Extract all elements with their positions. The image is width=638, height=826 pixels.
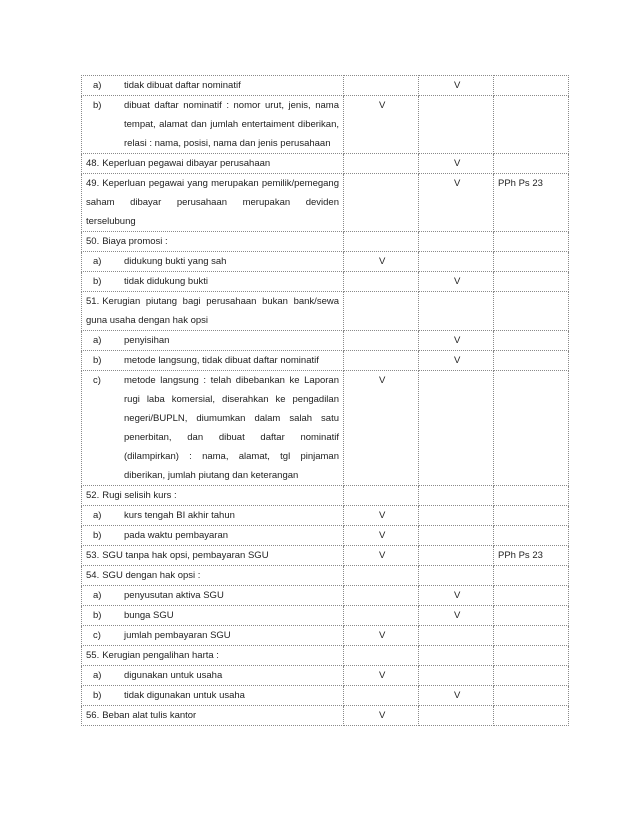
item-label: b) [93,610,102,621]
table-row [82,646,569,666]
table-row [82,546,569,566]
sub-item [86,686,339,705]
mark-column-2 [419,252,494,272]
sub-item [86,626,339,645]
item-label: a) [93,335,102,346]
note-cell [494,586,569,606]
description-cell [82,526,344,546]
main-item [86,646,339,665]
item-text: tidak dibuat daftar nominatif [124,80,241,91]
mark-column-2 [419,506,494,526]
item-label: c) [93,630,101,641]
note-cell: PPh Ps 23 [494,174,569,232]
main-item [86,174,339,231]
description-cell [82,292,344,331]
mark-column-1 [344,272,419,292]
item-label: c) [93,375,101,386]
note-cell: PPh Ps 23 [494,546,569,566]
description-cell [82,706,344,726]
item-text: Biaya promosi : [102,236,168,247]
main-item [86,706,339,725]
mark-column-2 [419,546,494,566]
sub-item [86,371,339,485]
mark-column-1: V [344,252,419,272]
note-cell [494,526,569,546]
mark-column-2 [419,646,494,666]
note-cell [494,272,569,292]
description-cell [82,331,344,351]
description-cell [82,174,344,232]
note-cell [494,371,569,486]
item-number: 55. [86,650,100,661]
description-cell [82,646,344,666]
description-cell [82,666,344,686]
description-cell [82,154,344,174]
description-cell [82,486,344,506]
mark-column-2: V [419,154,494,174]
description-cell [82,76,344,96]
mark-column-1 [344,606,419,626]
main-item [86,546,339,565]
table-row [82,626,569,646]
item-label: a) [93,670,102,681]
mark-column-2 [419,371,494,486]
description-cell [82,506,344,526]
item-label: b) [93,690,102,701]
mark-column-2 [419,232,494,252]
item-number: 52. [86,490,100,501]
mark-column-1: V [344,706,419,726]
item-number: 48. [86,158,100,169]
sub-item [86,506,339,525]
note-cell [494,686,569,706]
item-label: a) [93,256,102,267]
sub-item [86,76,339,95]
sub-item [86,351,339,370]
mark-column-2: V [419,351,494,371]
item-number: 54. [86,570,100,581]
mark-column-2 [419,626,494,646]
table-row [82,606,569,626]
item-label: b) [93,355,102,366]
item-text: pada waktu pembayaran [124,530,229,541]
mark-column-1: V [344,666,419,686]
table-row [82,666,569,686]
note-cell [494,96,569,154]
item-number: 49. [86,178,100,189]
table-row [82,371,569,486]
sub-item [86,666,339,685]
table-row [82,526,569,546]
table-row [82,232,569,252]
description-cell [82,351,344,371]
mark-column-2: V [419,174,494,232]
mark-column-2: V [419,272,494,292]
item-text: bunga SGU [124,610,174,621]
note-cell [494,606,569,626]
mark-column-1 [344,686,419,706]
note-cell [494,252,569,272]
mark-column-2: V [419,606,494,626]
item-label: a) [93,510,102,521]
mark-column-1 [344,331,419,351]
item-label: a) [93,590,102,601]
table-row [82,76,569,96]
item-text: tidak didukung bukti [124,276,208,287]
note-cell [494,292,569,331]
note-cell [494,706,569,726]
table-row [82,486,569,506]
mark-column-2: V [419,586,494,606]
item-text: Beban alat tulis kantor [102,710,197,721]
table-row [82,706,569,726]
description-cell [82,272,344,292]
mark-column-2 [419,526,494,546]
item-text: didukung bukti yang sah [124,256,227,267]
table-row [82,686,569,706]
table-row [82,292,569,331]
mark-column-2 [419,486,494,506]
mark-column-1: V [344,546,419,566]
sub-item [86,586,339,605]
main-item [86,566,339,585]
mark-column-2 [419,666,494,686]
note-cell [494,646,569,666]
mark-column-1 [344,174,419,232]
mark-column-1: V [344,506,419,526]
description-cell [82,586,344,606]
description-cell [82,252,344,272]
item-text: Kerugian piutang bagi perusahaan bukan bank/sewa guna usaha dengan hak opsi [86,296,339,326]
item-text: jumlah pembayaran SGU [124,630,231,641]
item-text: Keperluan pegawai yang merupakan pemilik/pemegang saham dibayar perusahaan merupakan deviden terselubung [86,178,339,227]
table-row [82,272,569,292]
description-cell [82,566,344,586]
item-text: Kerugian pengalihan harta : [102,650,219,661]
item-label: b) [93,100,102,111]
note-cell [494,506,569,526]
description-cell [82,686,344,706]
description-cell [82,232,344,252]
note-cell [494,566,569,586]
main-item [86,486,339,505]
sub-item [86,606,339,625]
mark-column-2 [419,292,494,331]
item-text: metode langsung : telah dibebankan ke Laporan rugi laba komersial, diserahkan ke pengadilan negeri/BUPLN, diumumkan dalam salah satu penerbitan, dan dibuat daftar nominatif (dilampirkan) : nama, alamat, tgl pinjaman diberikan, jumlah piutang dan keterangan [124,375,339,481]
mark-column-1 [344,154,419,174]
mark-column-2: V [419,76,494,96]
item-text: penyisihan [124,335,170,346]
main-item [86,154,339,173]
table-row [82,331,569,351]
mark-column-2: V [419,331,494,351]
item-text: Keperluan pegawai dibayar perusahaan [102,158,271,169]
item-text: penyusutan aktiva SGU [124,590,224,601]
mark-column-1 [344,586,419,606]
description-cell [82,96,344,154]
sub-item [86,272,339,291]
note-cell [494,626,569,646]
item-text: digunakan untuk usaha [124,670,223,681]
table-row [82,174,569,232]
item-text: metode langsung, tidak dibuat daftar nominatif [124,355,319,366]
mark-column-1 [344,76,419,96]
mark-column-1: V [344,626,419,646]
table-row [82,506,569,526]
note-cell [494,76,569,96]
description-cell [82,546,344,566]
sub-item [86,96,339,153]
description-cell [82,626,344,646]
note-cell [494,154,569,174]
mark-column-2 [419,96,494,154]
item-number: 51. [86,296,100,307]
item-label: b) [93,276,102,287]
sub-item [86,252,339,271]
mark-column-1: V [344,526,419,546]
table-row [82,586,569,606]
mark-column-1 [344,351,419,371]
main-item [86,292,339,330]
expense-table-body [82,76,569,726]
item-text: SGU tanpa hak opsi, pembayaran SGU [102,550,269,561]
mark-column-2 [419,566,494,586]
main-item [86,232,339,251]
item-number: 53. [86,550,100,561]
item-text: kurs tengah BI akhir tahun [124,510,235,521]
mark-column-1 [344,646,419,666]
sub-item [86,526,339,545]
item-number: 50. [86,236,100,247]
table-row [82,154,569,174]
table-row [82,96,569,154]
item-text: SGU dengan hak opsi : [102,570,201,581]
expense-table [81,75,569,726]
mark-column-1 [344,486,419,506]
mark-column-1: V [344,96,419,154]
item-text: Rugi selisih kurs : [102,490,177,501]
description-cell [82,606,344,626]
note-cell [494,331,569,351]
mark-column-1: V [344,371,419,486]
description-cell [82,371,344,486]
mark-column-1 [344,232,419,252]
item-text: tidak digunakan untuk usaha [124,690,245,701]
note-cell [494,486,569,506]
note-cell [494,351,569,371]
mark-column-2: V [419,686,494,706]
note-cell [494,666,569,686]
table-row [82,351,569,371]
mark-column-1 [344,292,419,331]
item-label: b) [93,530,102,541]
item-number: 56. [86,710,100,721]
mark-column-1 [344,566,419,586]
table-row [82,252,569,272]
mark-column-2 [419,706,494,726]
item-label: a) [93,80,102,91]
table-row [82,566,569,586]
sub-item [86,331,339,350]
item-text: dibuat daftar nominatif : nomor urut, jenis, nama tempat, alamat dan jumlah entertaiment diberikan, relasi : nama, posisi, nama dan jenis perusahaan [124,100,339,149]
note-cell [494,232,569,252]
